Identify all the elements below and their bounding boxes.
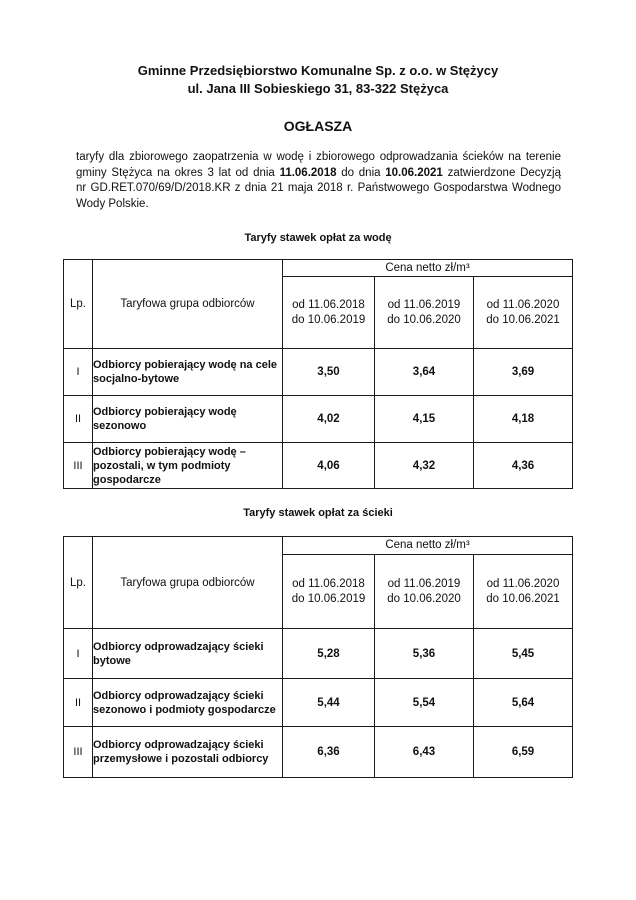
table-row bbox=[64, 396, 573, 443]
price-header: Cena netto zł/m³ bbox=[283, 260, 573, 277]
sewage-tariff-table bbox=[63, 536, 573, 778]
row-number: I bbox=[64, 349, 93, 396]
price-cell: 5,54 bbox=[375, 679, 474, 727]
row-number: III bbox=[64, 443, 93, 489]
customer-group: Odbiorcy pobierający wodę – pozostali, w tym podmioty gospodarcze bbox=[93, 443, 283, 489]
period-to: do 10.06.2019 bbox=[291, 313, 366, 326]
column-header-lp: Lp. bbox=[64, 537, 93, 629]
period-to: do 10.06.2020 bbox=[387, 592, 461, 605]
period-header bbox=[283, 555, 375, 629]
row-number: II bbox=[64, 396, 93, 443]
period-header bbox=[375, 555, 474, 629]
period-header bbox=[283, 277, 375, 349]
price-cell: 6,36 bbox=[283, 727, 375, 778]
period-to: do 10.06.2019 bbox=[291, 592, 366, 605]
intro-line: taryfy dla zbiorowego zaopatrzenia w wodę i zbiorowego odprowadzania ścieków na terenie bbox=[76, 151, 561, 163]
column-header-group: Taryfowa grupa odbiorców bbox=[93, 260, 283, 349]
period-from: od 11.06.2019 bbox=[387, 298, 461, 311]
column-header-lp: Lp. bbox=[64, 260, 93, 349]
period-header bbox=[474, 555, 573, 629]
customer-group: Odbiorcy odprowadzający ścieki sezonowo i podmioty gospodarcze bbox=[93, 679, 283, 727]
price-cell: 6,43 bbox=[375, 727, 474, 778]
tariff-start-date: 11.06.2018 bbox=[279, 166, 337, 179]
period-to: do 10.06.2021 bbox=[486, 592, 560, 605]
water-tariff-caption: Taryfy stawek opłat za wodę bbox=[244, 232, 392, 244]
row-number: II bbox=[64, 679, 93, 727]
column-header-group: Taryfowa grupa odbiorców bbox=[93, 537, 283, 629]
price-cell: 6,59 bbox=[474, 727, 573, 778]
company-address: ul. Jana III Sobieskiego 31, 83-322 Stężyca bbox=[187, 81, 449, 96]
price-cell: 5,28 bbox=[283, 629, 375, 679]
row-number: I bbox=[64, 629, 93, 679]
customer-group: Odbiorcy odprowadzający ścieki bytowe bbox=[93, 629, 283, 679]
customer-group: Odbiorcy odprowadzający ścieki przemysłowe i pozostali odbiorcy bbox=[93, 727, 283, 778]
period-from: od 11.06.2018 bbox=[292, 577, 365, 590]
intro-text: gminy Stężyca na okres 3 lat od dnia bbox=[76, 166, 280, 179]
period-from: od 11.06.2019 bbox=[387, 577, 461, 590]
period-from: od 11.06.2018 bbox=[292, 298, 365, 311]
period-header bbox=[474, 277, 573, 349]
customer-group: Odbiorcy pobierający wodę sezonowo bbox=[93, 396, 283, 443]
period-to: do 10.06.2020 bbox=[387, 313, 461, 326]
intro-text: do dnia bbox=[336, 166, 386, 179]
table-row bbox=[64, 679, 573, 727]
price-cell: 4,02 bbox=[283, 396, 375, 443]
price-cell: 4,15 bbox=[375, 396, 474, 443]
customer-group: Odbiorcy pobierający wodę na cele socjalno-bytowe bbox=[93, 349, 283, 396]
intro-line: nr GD.RET.070/69/D/2018.KR z dnia 21 maja 2018 r. Państwowego Gospodarstwa Wodnego bbox=[76, 182, 561, 194]
company-name: Gminne Przedsiębiorstwo Komunalne Sp. z o.o. w Stężycy bbox=[137, 63, 499, 78]
tariff-end-date: 10.06.2021 bbox=[385, 166, 443, 179]
intro-line bbox=[76, 166, 561, 182]
intro-paragraph bbox=[76, 150, 561, 212]
price-cell: 5,45 bbox=[474, 629, 573, 679]
price-header: Cena netto zł/m³ bbox=[283, 537, 573, 555]
price-cell: 4,18 bbox=[474, 396, 573, 443]
table-row bbox=[64, 727, 573, 778]
intro-line: Wody Polskie. bbox=[76, 197, 149, 210]
price-cell: 3,69 bbox=[474, 349, 573, 396]
table-row bbox=[64, 349, 573, 396]
sewage-tariff-caption: Taryfy stawek opłat za ścieki bbox=[243, 507, 393, 519]
period-from: od 11.06.2020 bbox=[486, 577, 560, 590]
period-from: od 11.06.2020 bbox=[486, 298, 560, 311]
price-cell: 4,32 bbox=[375, 443, 474, 489]
period-header bbox=[375, 277, 474, 349]
table-row bbox=[64, 629, 573, 679]
row-number: III bbox=[64, 727, 93, 778]
announcement-heading: OGŁASZA bbox=[283, 118, 353, 134]
price-cell: 3,64 bbox=[375, 349, 474, 396]
price-cell: 4,06 bbox=[283, 443, 375, 489]
water-tariff-table bbox=[63, 259, 573, 489]
period-to: do 10.06.2021 bbox=[486, 313, 560, 326]
price-cell: 5,44 bbox=[283, 679, 375, 727]
table-row bbox=[64, 443, 573, 489]
price-cell: 5,64 bbox=[474, 679, 573, 727]
price-cell: 4,36 bbox=[474, 443, 573, 489]
price-cell: 3,50 bbox=[283, 349, 375, 396]
price-cell: 5,36 bbox=[375, 629, 474, 679]
intro-text: zatwierdzone Decyzją bbox=[442, 166, 561, 179]
